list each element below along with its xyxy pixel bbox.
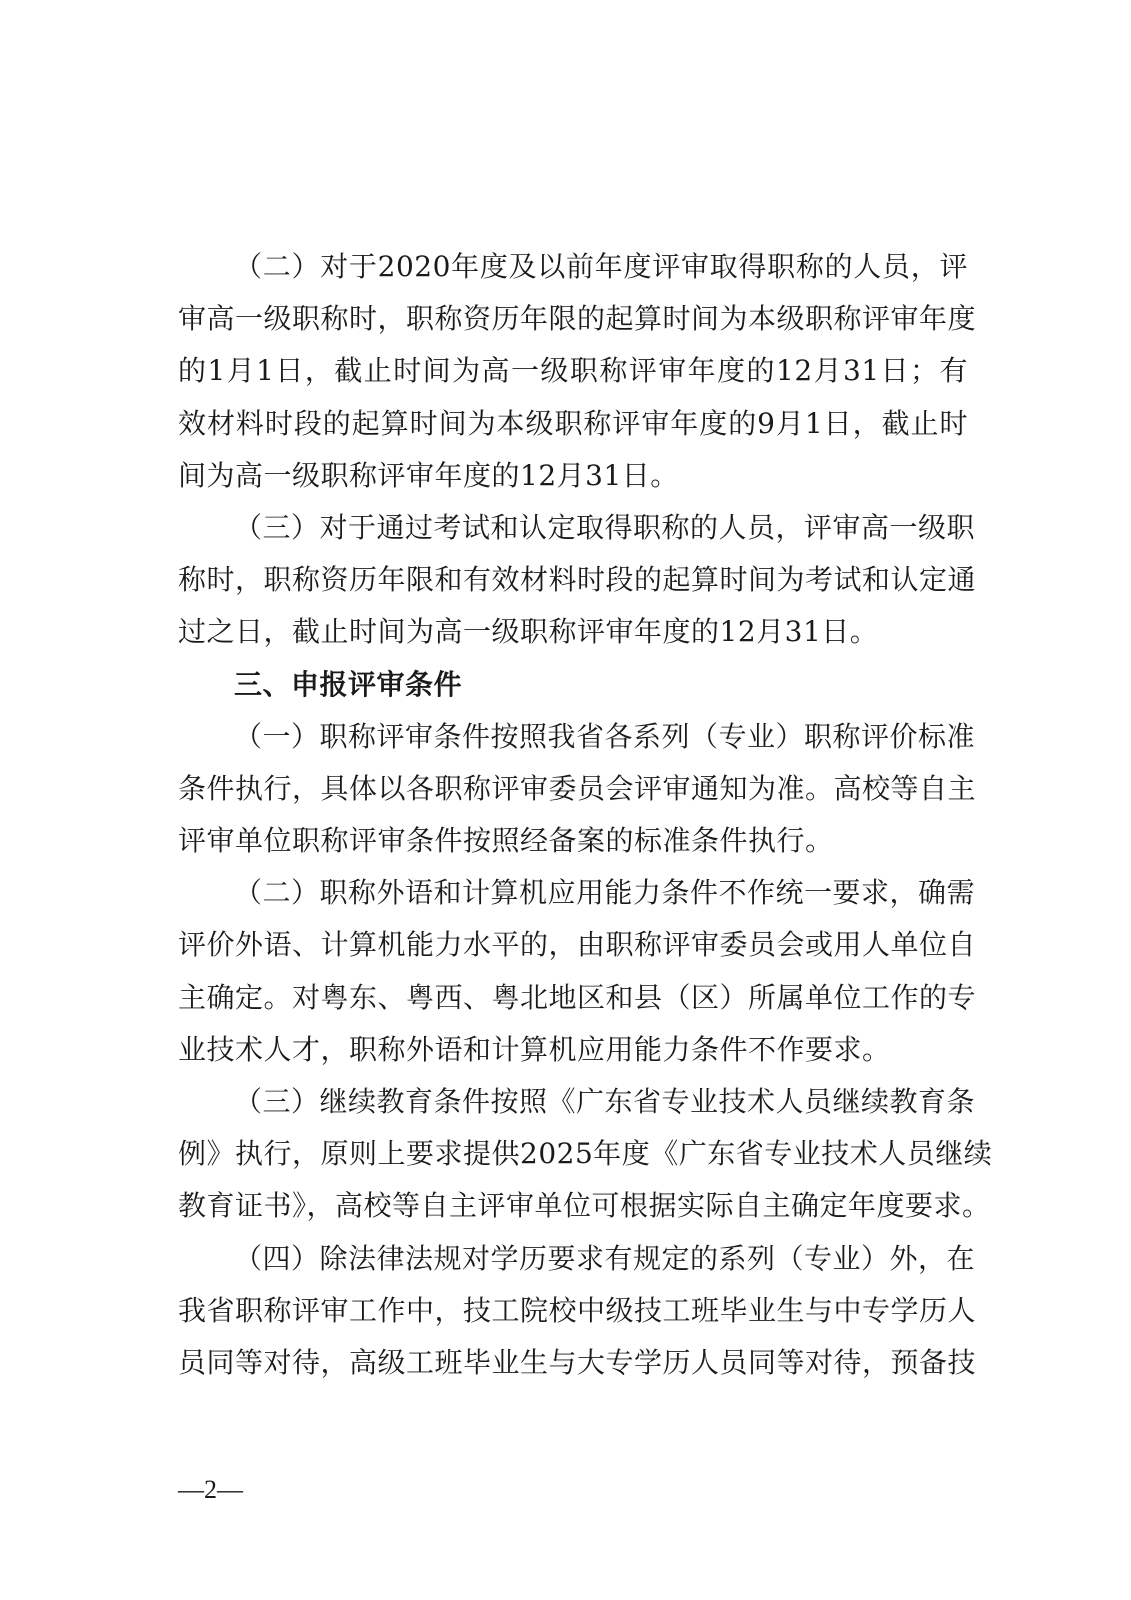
paragraph bbox=[178, 502, 977, 659]
text-line: 教育证书》，高校等自主评审单位可根据实际自主确定年度要求。 bbox=[178, 1189, 991, 1223]
text-line: 评审单位职称评审条件按照经备案的标准条件执行。 bbox=[178, 824, 834, 858]
text-line: （三）对于通过考试和认定取得职称的人员，评审高一级职 bbox=[234, 510, 976, 544]
section-heading-block bbox=[178, 659, 968, 711]
paragraph bbox=[178, 711, 977, 868]
text-line: 过之日，截止时间为高一级职称评审年度的12月31日。 bbox=[178, 615, 879, 649]
text-line: 条件执行，具体以各职称评审委员会评审通知为准。高校等自主 bbox=[178, 771, 977, 805]
text-line: （一）职称评审条件按照我省各系列（专业）职称评价标准 bbox=[234, 719, 976, 753]
text-line: 审高一级职称时，职称资历年限的起算时间为本级职称评审年度 bbox=[178, 302, 977, 336]
page-number: —2— bbox=[178, 1475, 243, 1504]
text-line: 业技术人才，职称外语和计算机应用能力条件不作要求。 bbox=[178, 1032, 891, 1066]
text-line: （二）职称外语和计算机应用能力条件不作统一要求，确需 bbox=[234, 876, 976, 910]
text-line: 称时，职称资历年限和有效材料时段的起算时间为考试和认定通 bbox=[178, 563, 977, 597]
text-line: 主确定。对粤东、粤西、粤北地区和县（区）所属单位工作的专 bbox=[178, 980, 977, 1014]
body-text bbox=[178, 241, 993, 1389]
text-line: 间为高一级职称评审年度的12月31日。 bbox=[178, 458, 679, 492]
section-heading: 三、申报评审条件 bbox=[234, 667, 463, 701]
text-line: 我省职称评审工作中，技工院校中级技工班毕业生与中专学历人 bbox=[178, 1293, 977, 1327]
text-line: 效材料时段的起算时间为本级职称评审年度的9月1日，截止时 bbox=[178, 406, 968, 440]
paragraph bbox=[178, 867, 977, 1076]
paragraph bbox=[178, 1076, 993, 1233]
text-line: （四）除法律法规对学历要求有规定的系列（专业）外，在 bbox=[234, 1241, 976, 1275]
text-line: 的1月1日，截止时间为高一级职称评审年度的12月31日；有 bbox=[178, 354, 968, 388]
text-line: 员同等对待，高级工班毕业生与大专学历人员同等对待，预备技 bbox=[178, 1345, 977, 1379]
paragraph bbox=[178, 241, 977, 502]
text-line: （二）对于2020年度及以前年度评审取得职称的人员，评 bbox=[234, 250, 968, 283]
text-line: 例》执行，原则上要求提供2025年度《广东省专业技术人员继续 bbox=[178, 1137, 993, 1171]
text-line: （三）继续教育条件按照《广东省专业技术人员继续教育条 bbox=[234, 1085, 976, 1118]
text-line: 评价外语、计算机能力水平的，由职称评审委员会或用人单位自 bbox=[178, 928, 977, 962]
paragraph bbox=[178, 1233, 977, 1390]
